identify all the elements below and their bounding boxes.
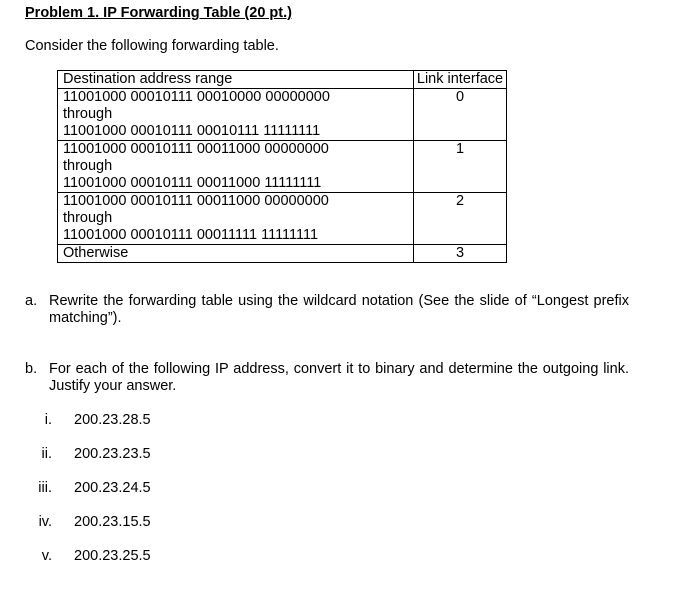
range-end: 11001000 00010111 00011000 11111111 <box>63 175 322 191</box>
ip-address: 200.23.24.5 <box>74 480 151 496</box>
task-marker: a. <box>25 293 38 309</box>
range-through: through <box>63 106 113 122</box>
range-end: 11001000 00010111 00010111 11111111 <box>63 123 321 139</box>
task-text: For each of the following IP address, convert it to binary and determine the outgoing link. Justify your answer. <box>49 361 629 394</box>
table-row-otherwise <box>58 245 507 263</box>
range-start: 11001000 00010111 00011000 00000000 <box>63 193 329 209</box>
list-numeral: v. <box>41 548 52 564</box>
range-start: 11001000 00010111 00010000 00000000 <box>63 89 330 105</box>
problem-title: Problem 1. IP Forwarding Table (20 pt.) <box>25 5 292 21</box>
range-end: 11001000 00010111 00011111 11111111 <box>63 227 319 243</box>
link-cell: 0 <box>414 89 507 141</box>
range-cell <box>58 193 414 245</box>
ip-address: 200.23.15.5 <box>74 514 151 530</box>
header-destination-range: Destination address range <box>58 71 414 89</box>
problem-intro: Consider the following forwarding table. <box>25 38 279 54</box>
list-numeral: iii. <box>38 480 52 496</box>
ip-address: 200.23.28.5 <box>74 412 151 428</box>
link-cell: 2 <box>414 193 507 245</box>
forwarding-table <box>57 70 507 263</box>
table-header-row <box>58 71 507 89</box>
range-cell <box>58 89 414 141</box>
table-row <box>58 141 507 193</box>
table-row <box>58 89 507 141</box>
ip-address: 200.23.25.5 <box>74 548 151 564</box>
otherwise-cell: Otherwise <box>58 245 414 263</box>
range-through: through <box>63 158 113 174</box>
list-numeral: ii. <box>41 446 52 462</box>
link-cell: 3 <box>414 245 507 263</box>
range-cell <box>58 141 414 193</box>
list-numeral: i. <box>44 412 52 428</box>
task-marker: b. <box>25 361 38 377</box>
list-numeral: iv. <box>38 514 52 530</box>
range-start: 11001000 00010111 00011000 00000000 <box>63 141 329 157</box>
link-cell: 1 <box>414 141 507 193</box>
range-through: through <box>63 210 113 226</box>
table-row <box>58 193 507 245</box>
header-link-interface: Link interface <box>414 71 507 89</box>
task-text: Rewrite the forwarding table using the wildcard notation (See the slide of “Longest prefix matching”). <box>49 293 629 326</box>
ip-address: 200.23.23.5 <box>74 446 151 462</box>
